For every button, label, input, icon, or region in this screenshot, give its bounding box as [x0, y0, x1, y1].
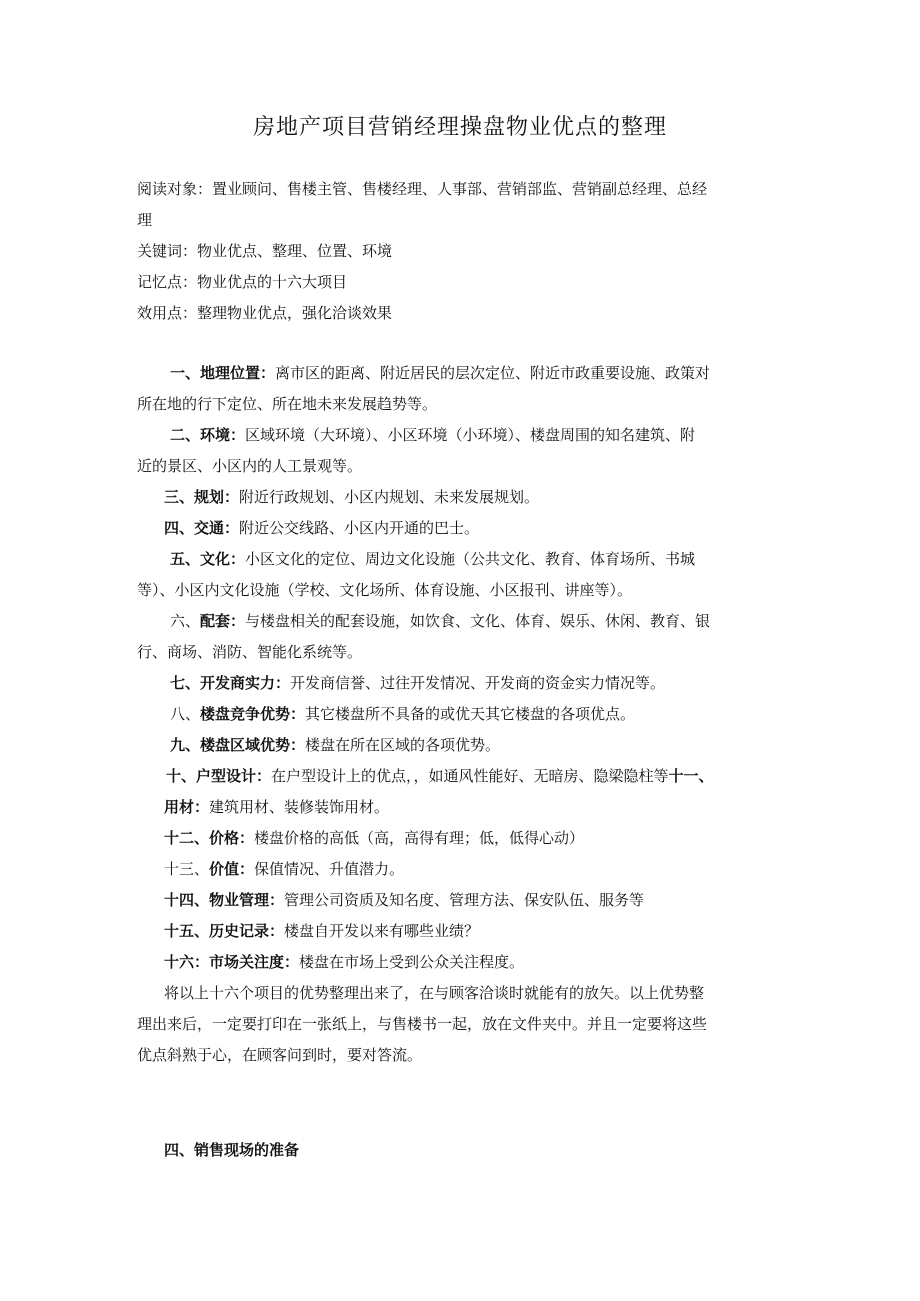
readers-line: 阅读对象：置业顾问、售楼主管、售楼经理、人事部、营销部监、营销副总经理、总经 — [137, 180, 708, 198]
item-11-text: 建筑用材、装修装饰用材。 — [209, 798, 390, 816]
item-13-label: 价值： — [209, 860, 255, 878]
conclusion-line-1: 将以上十六个项目的优势整理出来了，在与顾客洽谈时就能有的放矢。以上优势整 — [164, 984, 705, 1002]
item-16-label: 十六：市场关注度： — [164, 953, 300, 971]
item-4-label: 四、交通： — [164, 519, 240, 537]
item-4 — [164, 517, 479, 539]
item-11-label: 用材： — [164, 798, 210, 816]
item-14-label: 十四、物业管理： — [164, 891, 285, 909]
item-7-text: 开发商信誉、过往开发情况、开发商的资金实力情况等。 — [290, 674, 666, 692]
effect-line: 效用点：整理物业优点，强化洽谈效果 — [137, 304, 393, 322]
conclusion-line-3: 优点斜熟于心，在顾客问到时，要对答流。 — [137, 1046, 423, 1064]
item-15 — [164, 920, 479, 942]
item-11 — [164, 796, 389, 818]
keywords-line: 关键词：物业优点、整理、位置、环境 — [137, 242, 393, 260]
item-6-cont: 行、商场、消防、智能化系统等。 — [137, 643, 363, 661]
item-13-number: 十三、 — [164, 860, 210, 878]
item-6-text: 与楼盘相关的配套设施，如饮食、文化、体育、娱乐、休闲、教育、银 — [245, 612, 711, 630]
item-2-label: 二、环境： — [170, 426, 246, 444]
item-13-text: 保值情况、升值潜力。 — [254, 860, 405, 878]
item-10-label: 十、户型设计： — [166, 767, 272, 785]
item-3-text: 附近行政规划、小区内规划、未来发展规划。 — [239, 488, 540, 506]
item-9 — [170, 734, 500, 756]
document-title: 房地产项目营销经理操盘物业优点的整理 — [252, 115, 667, 140]
item-12-text: 楼盘价格的高低（高，高得有理；低，低得心动） — [254, 829, 585, 847]
item-12 — [164, 827, 584, 849]
next-section-heading: 四、销售现场的准备 — [164, 1141, 300, 1159]
item-8 — [170, 703, 635, 725]
item-16 — [164, 951, 524, 973]
item-6-number: 六、 — [170, 612, 201, 630]
item-3-label: 三、规划： — [164, 488, 240, 506]
item-5-cont: 等）、小区内文化设施（学校、文化场所、体育设施、小区报刊、讲座等）。 — [137, 581, 633, 599]
item-1-text: 离市区的距离、附近居民的层次定位、附近市政重要设施、政策对 — [275, 364, 711, 382]
memory-line: 记忆点：物业优点的十六大项目 — [137, 273, 348, 291]
item-6-label: 配套： — [200, 612, 246, 630]
item-8-text: 其它楼盘所不具备的或优天其它楼盘的各项优点。 — [305, 705, 636, 723]
item-8-label: 楼盘竞争优势： — [200, 705, 306, 723]
item-9-label: 九、楼盘区域优势： — [170, 736, 306, 754]
item-9-text: 楼盘在所在区域的各项优势。 — [305, 736, 501, 754]
item-14 — [164, 889, 644, 911]
item-14-text: 管理公司资质及知名度、管理方法、保安队伍、服务等 — [284, 891, 645, 909]
item-4-text: 附近公交线路、小区内开通的巴士。 — [239, 519, 480, 537]
item-16-text: 楼盘在市场上受到公众关注程度。 — [299, 953, 525, 971]
item-13 — [164, 858, 404, 880]
item-5-text: 小区文化的定位、周边文化设施（公共文化、教育、体育场所、书城 — [245, 550, 696, 568]
item-1-label: 一、地理位置： — [170, 364, 276, 382]
item-12-label: 十二、价格： — [164, 829, 255, 847]
item-1-cont: 所在地的行下定位、所在地未来发展趋势等。 — [137, 395, 438, 413]
readers-line-cont: 理 — [137, 211, 153, 229]
item-3 — [164, 486, 539, 508]
item-2 — [170, 424, 695, 446]
item-1 — [170, 362, 710, 384]
item-15-text: 楼盘自开发以来有哪些业绩？ — [284, 922, 480, 940]
item-2-cont: 近的景区、小区内的人工景观等。 — [137, 457, 363, 475]
item-5 — [170, 548, 695, 570]
item-2-text: 区域环境（大环境）、小区环境（小环境）、楼盘周围的知名建筑、附 — [245, 426, 696, 444]
conclusion-line-2: 理出来后，一定要打印在一张纸上，与售楼书一起，放在文件夹中。并且一定要将这些 — [137, 1015, 708, 1033]
item-6 — [170, 610, 710, 632]
item-5-label: 五、文化： — [170, 550, 246, 568]
item-7-label: 七、开发商实力： — [170, 674, 291, 692]
item-10 — [166, 765, 714, 787]
item-10-text: 在户型设计上的优点，，如通风性能好、无暗房、隐梁隐柱等 — [271, 767, 669, 785]
item-7 — [170, 672, 665, 694]
item-15-label: 十五、历史记录： — [164, 922, 285, 940]
item-8-number: 八、 — [170, 705, 201, 723]
item-11-number: 十一、 — [668, 767, 714, 785]
